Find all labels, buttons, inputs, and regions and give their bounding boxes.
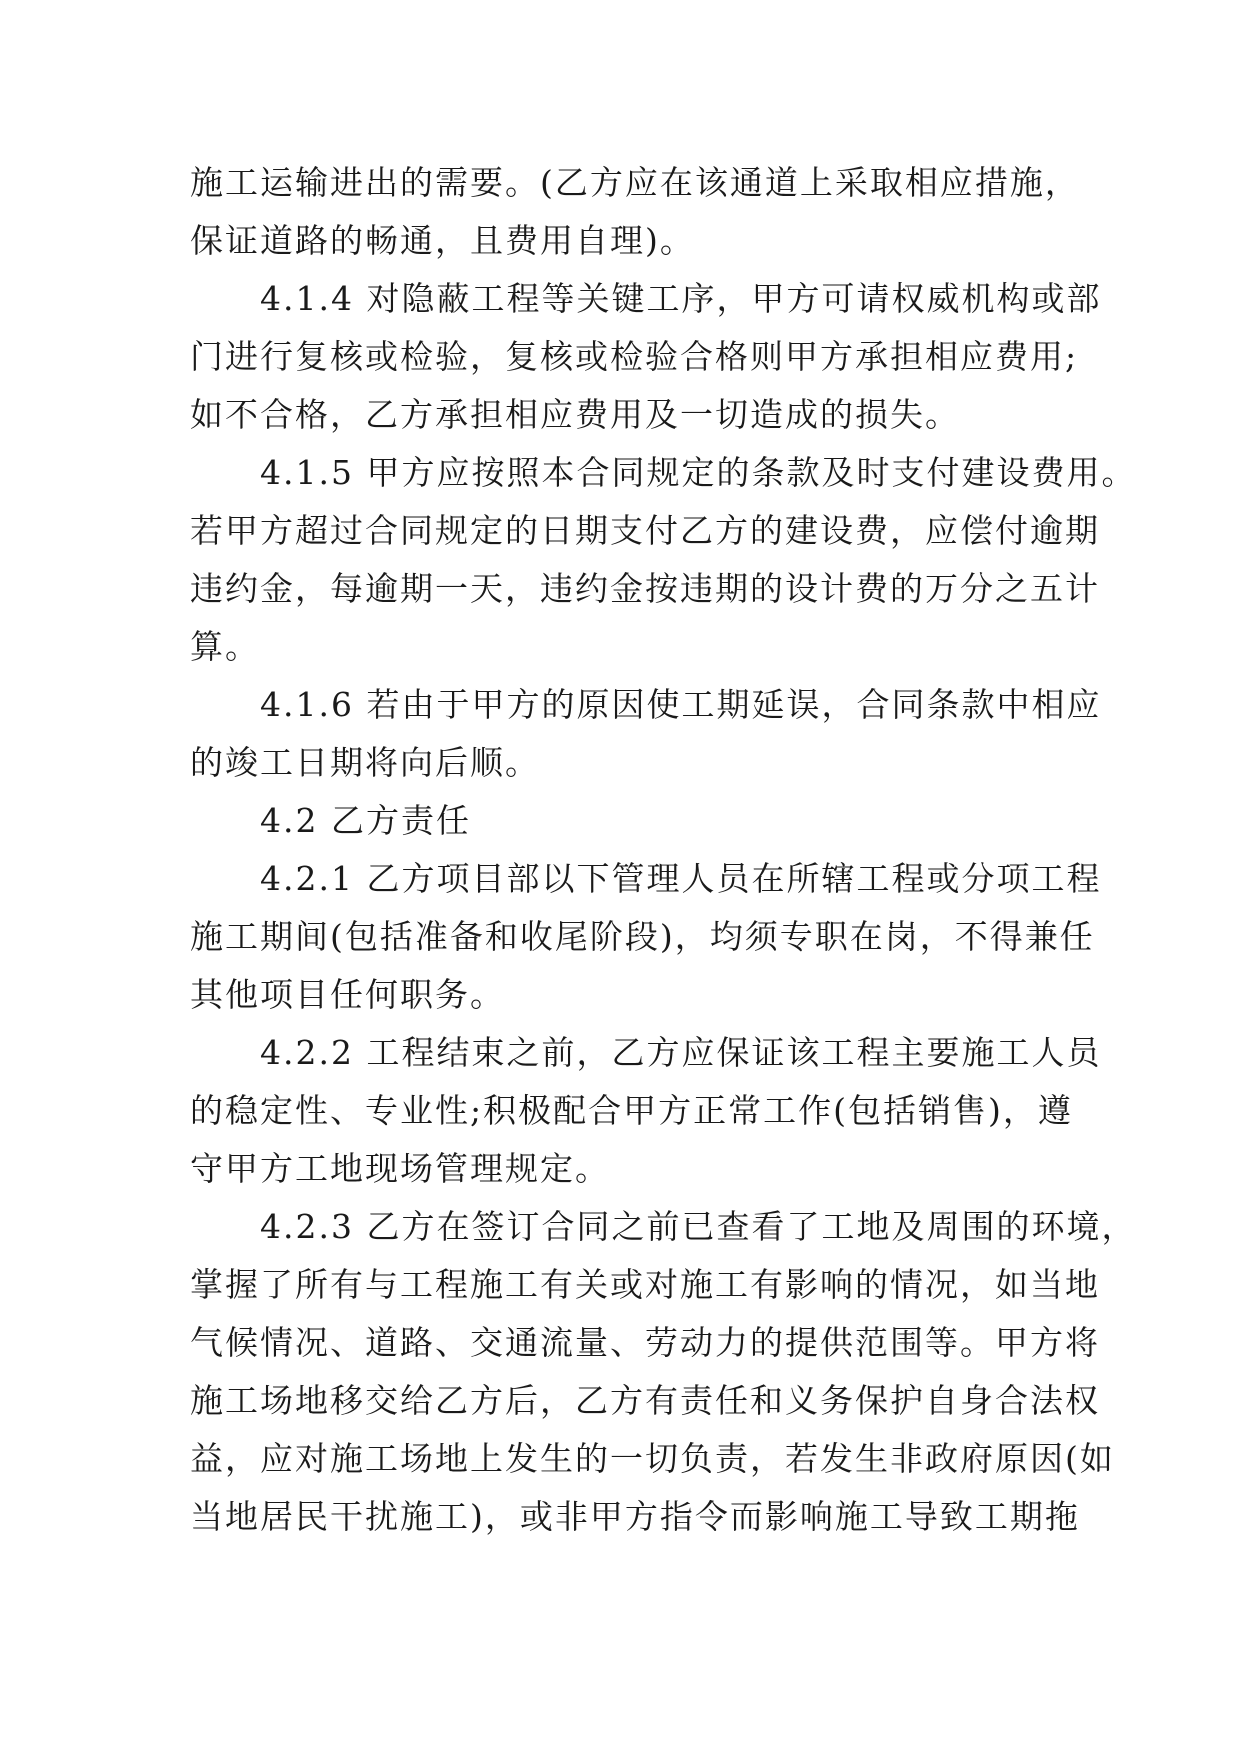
text-line: 算。 — [190, 627, 260, 666]
text-line: 益，应对施工场地上发生的一切负责，若发生非政府原因(如 — [190, 1439, 1115, 1478]
text-line: 4.1.5 甲方应按照本合同规定的条款及时支付建设费用。 — [190, 453, 1137, 492]
text-line: 其他项目任何职务。 — [190, 975, 505, 1014]
text-line: 4.1.4 对隐蔽工程等关键工序，甲方可请权威机构或部 — [190, 279, 1102, 318]
text-line: 掌握了所有与工程施工有关或对施工有影响的情况，如当地 — [190, 1265, 1100, 1304]
text-line: 守甲方工地现场管理规定。 — [190, 1149, 610, 1188]
document-body — [190, 154, 1137, 1546]
text-line: 4.2.3 乙方在签订合同之前已查看了工地及周围的环境， — [190, 1207, 1137, 1246]
text-line: 的稳定性、专业性;积极配合甲方正常工作(包括销售)，遵 — [190, 1091, 1073, 1130]
text-line: 气候情况、道路、交通流量、劳动力的提供范围等。甲方将 — [190, 1323, 1100, 1362]
text-line: 施工期间(包括准备和收尾阶段)，均须专职在岗，不得兼任 — [190, 917, 1095, 956]
text-line: 的竣工日期将向后顺。 — [190, 743, 540, 782]
section-heading: 4.2 乙方责任 — [190, 801, 471, 840]
text-line: 门进行复核或检验，复核或检验合格则甲方承担相应费用; — [190, 337, 1079, 376]
text-line: 保证道路的畅通，且费用自理)。 — [190, 221, 695, 260]
text-line: 如不合格，乙方承担相应费用及一切造成的损失。 — [190, 395, 960, 434]
text-line: 当地居民干扰施工)，或非甲方指令而影响施工导致工期拖 — [190, 1497, 1080, 1536]
text-line: 若甲方超过合同规定的日期支付乙方的建设费，应偿付逾期 — [190, 511, 1100, 550]
text-line: 4.2.2 工程结束之前，乙方应保证该工程主要施工人员 — [190, 1033, 1102, 1072]
text-line: 4.2.1 乙方项目部以下管理人员在所辖工程或分项工程 — [190, 859, 1102, 898]
text-line: 4.1.6 若由于甲方的原因使工期延误，合同条款中相应 — [190, 685, 1102, 724]
text-line: 施工运输进出的需要。(乙方应在该通道上采取相应措施， — [190, 163, 1080, 202]
text-line: 违约金，每逾期一天，违约金按违期的设计费的万分之五计 — [190, 569, 1100, 608]
text-line: 施工场地移交给乙方后，乙方有责任和义务保护自身合法权 — [190, 1381, 1100, 1420]
